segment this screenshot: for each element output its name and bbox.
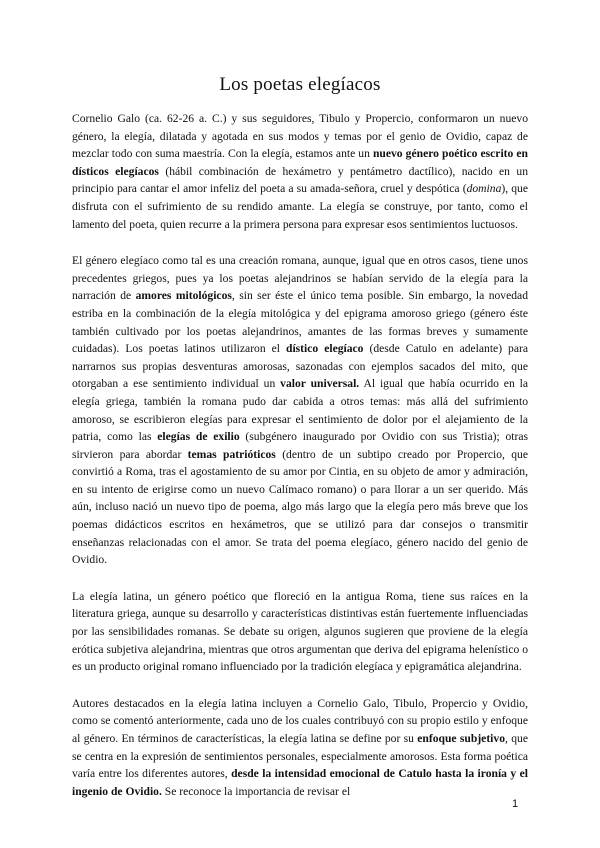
paragraph-2 bbox=[72, 252, 528, 569]
text-run: (subgénero inaugurado por Ovidio con sus Tristia); otras sirvieron para abordar bbox=[72, 430, 529, 461]
bold-phrase: amores mitológicos bbox=[135, 289, 232, 303]
page-title: Los poetas elegíacos bbox=[219, 74, 381, 95]
bold-phrase: desde la intensidad emocional de Catulo hasta la ironía y el ingenio de Ovidio. bbox=[72, 767, 528, 798]
text-run: ), que disfruta con el sufrimiento de su rendido amante. La elegía se construye, por tanto, como el lamento del poeta, quien recurre a la primera persona para expresar esos sentimientos luctuosos. bbox=[72, 182, 529, 231]
text-run: El género elegíaco como tal es una creación romana, aunque, igual que en otros casos, tiene unos precedentes griegos, pues ya los poetas alejandrinos se habían servido de la elegía para la narración de bbox=[72, 254, 528, 303]
paragraph-3 bbox=[72, 588, 528, 676]
text-run: Cornelio Galo (ca. 62-26 a. C.) y sus seguidores, Tibulo y Propercio, conformaron un nuevo género, la elegía, dilatada y agotada en sus modos y temas por el genio de Ovidio, capaz de mezclar todo con suma maestría. Con la elegía, estamos ante un bbox=[72, 112, 528, 161]
text-run: Al igual que había ocurrido en la elegía griega, también la romana pudo dar cabida a otros temas: más allá del sufrimiento amoroso, se escribieron elegías para expresar el sentimiento de dolor por el alejamiento de la patria, como las bbox=[72, 377, 528, 444]
text-run: , que se centra en la expresión de sentimientos personales, especialmente amorosos. Esta forma poética varía entre los diferentes autores, bbox=[72, 732, 528, 781]
italic-phrase: domina bbox=[466, 182, 502, 196]
bold-phrase: valor universal. bbox=[280, 377, 360, 391]
bold-phrase: enfoque subjetivo bbox=[417, 732, 505, 745]
text-run: , sin ser éste el único tema posible. Sin embargo, la novedad estriba en la combinación de la elegía mitológica y del epigrama amoroso griego (género éste también cultivado por los poetas alejandrinos, amantes de las formas breves y sumamente cuidadas). Los poetas latinos utilizaron el bbox=[72, 289, 528, 356]
page-number: 1 bbox=[512, 798, 519, 810]
document-body bbox=[72, 110, 528, 819]
bold-phrase: temas patrióticos bbox=[187, 447, 276, 461]
paragraph-4 bbox=[72, 695, 528, 801]
text-run: (dentro de un subtipo creado por Propercio, que convirtió a Roma, tras el agostamiento de su amor por Cintia, en su objeto de amor y admiración, en su intento de erigirse como un nuevo Calímaco romano) o para llorar a un ser querido. Más aún, incluso nació un nuevo tipo de poema, algo más largo que la elegía pero más breve que los poemas didácticos escritos en hexámetros, que se utilizó para dar consejos o transmitir enseñanzas relacionadas con el amor. Se trata del poema elegíaco, género nacido del genio de Ovidio. bbox=[72, 447, 528, 567]
text-run: Se reconoce la importancia de revisar el bbox=[161, 784, 351, 798]
bold-phrase: dístico elegíaco bbox=[286, 342, 364, 356]
paragraph-1 bbox=[72, 110, 528, 233]
bold-phrase: elegías de exilio bbox=[157, 430, 240, 444]
text-run: (desde Catulo en adelante) para narrarnos sus propias desventuras amorosas, sazonadas con ejemplos sacados del mito, que otorgaban a ese sentimiento individual un bbox=[72, 342, 528, 391]
bold-phrase: nuevo género poético escrito en dísticos elegíacos bbox=[72, 147, 528, 178]
text-run: Autores destacados en la elegía latina incluyen a Cornelio Galo, Tibulo, Propercio y Ovidio, como se comentó anteriormente, cada uno de los cuales contribuyó con su propio estilo y enfoque al género. En términos de características, la elegía latina se define por su bbox=[72, 696, 528, 745]
text-run: (hábil combinación de hexámetro y pentámetro dactílico), nacido en un principio para cantar el amor infeliz del poeta a su amada-señora, cruel y despótica ( bbox=[72, 164, 528, 196]
text-run: La elegía latina, un género poético que floreció en la antigua Roma, tiene sus raíces en la literatura griega, aunque su desarrollo y características distintivas están fuertemente influenciadas por las sensibilidades romanas. Se debate su origen, algunos sugieren que proviene de la elegía erótica subjetiva alejandrina, mientras que otros argumentan que deriva del epigrama helenístico o es un producto original romano influenciado por la tradición elegíaca y epigramática alejandrina. bbox=[72, 589, 528, 674]
